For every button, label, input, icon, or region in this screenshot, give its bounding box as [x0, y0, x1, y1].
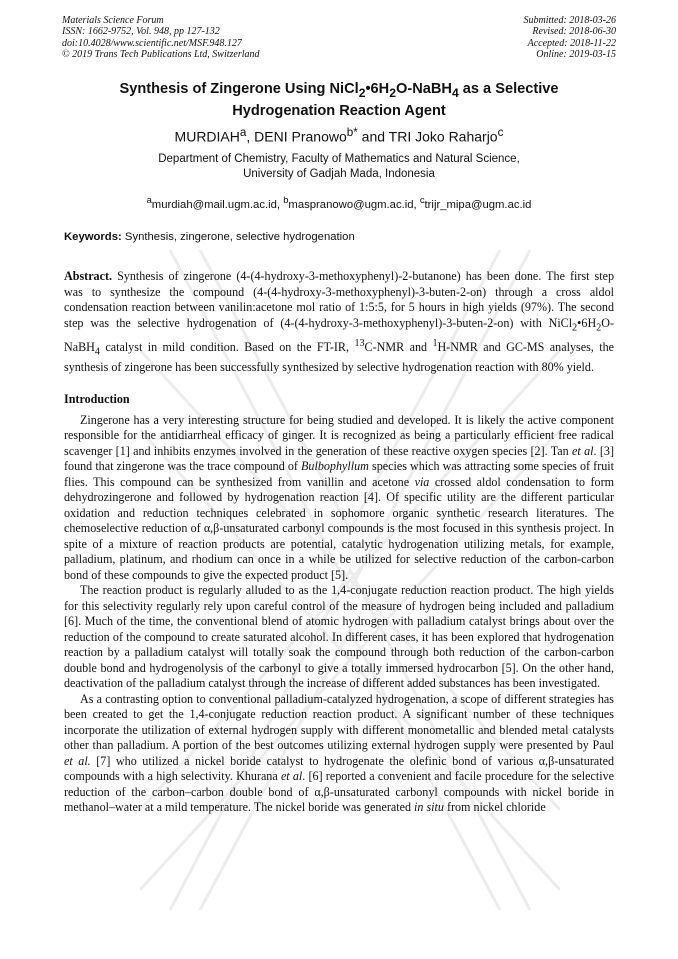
abstract-subscript: 2 [572, 322, 578, 334]
title-line2: Hydrogenation Reaction Agent [232, 102, 446, 119]
introduction-body [64, 413, 614, 816]
issn-line: ISSN: 1662-9752, Vol. 948, pp 127-132 [62, 26, 220, 38]
abstract-text: O-NaBH [64, 315, 614, 354]
italic-text: et al [280, 769, 303, 784]
paragraph-text: from nickel chloride [443, 800, 546, 815]
abstract [64, 269, 614, 375]
title-part: O-NaBH [395, 81, 452, 97]
italic-text: et al. [64, 753, 91, 768]
title-subscript: 2 [358, 85, 366, 100]
author-marker: a [239, 125, 247, 139]
paragraph: The reaction product is regularly alluded to as the 1,4-conjugate reduction reaction product. The high yields for this selectivity regularly rely upon careful control of the measure of hydrogen being included and palladium [6]. Much of the time, the conventional blend of atomic hydrogen with palladium catalyst brings about over the reduction of the compound to create saturated alcohol. In different cases, it has been explored that hydrogenation reaction by a palladium catalyst will totally soak the compound through both reduction of the carbon-carbon double bond and hydrogenolysis of the carbonyl to give a totally immersed hydrocarbon [5]. On the other hand, deactivation of the palladium catalyst through the increase of different added substances has been investigated. [64, 583, 614, 691]
journal-name: Materials Science Forum [62, 15, 164, 26]
date-info [524, 15, 617, 61]
title-subscript: 4 [451, 85, 459, 100]
email-marker: a [146, 193, 152, 205]
paragraph-text: [7] who utilized a nickel boride catalyst to hydrogenate the olefinic bond of various α,β-unsaturated compounds with a high selectivity. Khurana [64, 753, 614, 784]
email-link[interactable]: murdiah@mail.ugm.ac.id, [151, 198, 284, 211]
title-part: as a Selective [458, 81, 559, 97]
title-part: Synthesis of Zingerone Using NiCl [119, 81, 359, 97]
paragraph-text: species which was attracting some species of fruit flies. This compound can be synthesized from vanillin and acetone [64, 459, 614, 489]
abstract-subscript: 2 [596, 322, 602, 334]
copyright-line: © 2019 Trans Tech Publications Ltd, Switzerland [62, 49, 260, 61]
keywords-text: Synthesis, zingerone, selective hydrogenation [121, 231, 355, 244]
doi-line: doi:10.4028/www.scientific.net/MSF.948.127 [62, 37, 242, 49]
paragraph [64, 692, 614, 816]
affiliation-line2: University of Gadjah Mada, Indonesia [243, 167, 435, 180]
author-list [64, 124, 614, 146]
abstract-text: H-NMR and GC-MS analyses, the synthesis of zingerone has been successfully synthesized by selective hydrogenation reaction with 80% yield. [64, 339, 614, 374]
italic-text: in situ [414, 800, 444, 815]
affiliation-line1: Department of Chemistry, Faculty of Mathematics and Natural Science, [158, 152, 520, 165]
author-marker: c [497, 125, 504, 139]
abstract-text: C-NMR and [364, 339, 433, 354]
author-emails [64, 192, 614, 213]
author-name: and TRI Joko Raharjo [357, 128, 498, 145]
abstract-text: catalyst in mild condition. Based on the FT-IR, [99, 339, 355, 354]
revised-date: Revised: 2018-06-30 [532, 26, 616, 38]
journal-header [62, 15, 616, 61]
email-link[interactable]: trijr_mipa@ugm.ac.id [424, 198, 532, 211]
abstract-subscript: 4 [94, 346, 100, 358]
author-marker: b* [346, 125, 358, 139]
abstract-label: Abstract. [64, 269, 113, 284]
abstract-text: Synthesis of zingerone (4-(4-hydroxy-3-methoxyphenyl)-2-butanone) has been done. The first step was to synthesize the compound (4-(4-hydroxy-3-methoxyphenyl)-3-buten-2-on) through a cross aldol condensation reaction between vanilin:acetone mol ratio of 1:5:5, for 5 hours in high yields (97%). The second step was the selective hydrogenation of (4-(4-hydroxy-3-methoxyphenyl)-3-buten-2-on) with NiCl [64, 269, 614, 330]
abstract-superscript: 13 [354, 337, 365, 349]
abstract-superscript: 1 [432, 337, 438, 349]
italic-text: Bulbophyllum [301, 459, 369, 474]
affiliation [64, 152, 614, 182]
accepted-date: Accepted: 2018-11-22 [527, 37, 616, 49]
paper-content [64, 80, 614, 816]
online-date: Online: 2019-03-15 [536, 49, 616, 61]
keywords-label: Keywords: [64, 231, 122, 244]
paragraph-text: As a contrasting option to conventional palladium-catalyzed hydrogenation, a scope of different strategies has been created to get the 1,4-conjugate reduction reaction product. A significant number of these techniques incorporate the utilization of external hydrogen supply with different monometallic and blended metal catalysts other than palladium. A portion of the best outcomes utilizing external hydrogen supply were presented by Paul [64, 691, 614, 753]
paragraph-text: . [6] reported a convenient and facile procedure for the selective reduction of the carbon–carbon double bond of α,β-unsaturated carbonyl compounds with nickel boride in methanol–water at a mild temperature. The nickel boride was generated [64, 769, 614, 815]
journal-info [62, 15, 260, 61]
author-name: MURDIAH [174, 128, 240, 145]
author-name: , DENI Pranowo [246, 128, 347, 145]
keywords [64, 230, 614, 245]
paper-title [64, 80, 614, 120]
email-marker: c [419, 193, 425, 205]
paragraph-text: Zingerone has a very interesting structure for being studied and developed. It is likely the active component responsible for the antidiarrheal efficacy of ginger. It is recognized as being a particularly efficient free radical scavenger [1] and inhibits enzymes involved in the generation of these reactive oxygen species [2]. Tan [64, 412, 614, 458]
title-part: •6H [365, 81, 390, 97]
submitted-date: Submitted: 2018-03-26 [523, 15, 616, 26]
abstract-text: •6H [577, 315, 597, 330]
section-heading-introduction: Introduction [64, 392, 130, 407]
email-marker: b [283, 193, 289, 205]
title-subscript: 2 [389, 85, 396, 100]
email-link[interactable]: maspranowo@ugm.ac.id, [288, 198, 420, 211]
italic-text: et al [572, 443, 594, 458]
italic-text: via [414, 474, 430, 489]
paragraph-text: crossed aldol condensation to form dehydrozingerone and followed by hydrogenation reaction [4]. Of specific utility are the different particular oxidation and reduction techniques celebrated in sophomore organic synthetic research literatures. The chemoselective reduction of α,β-unsaturated carbonyl compounds is the most focused in this synthesis project. In spite of a mixture of reaction products are potential, catalytic hydrogenation utilizing metals, for example, palladium, platinum, and rhodium can once in a while be utilized for selective reduction of the carbon-carbon bond of these compounds to give the expected product [5]. [64, 474, 614, 582]
paragraph [64, 413, 614, 584]
paragraph-text: . [3] found that zingerone was the trace compound of [64, 443, 614, 474]
